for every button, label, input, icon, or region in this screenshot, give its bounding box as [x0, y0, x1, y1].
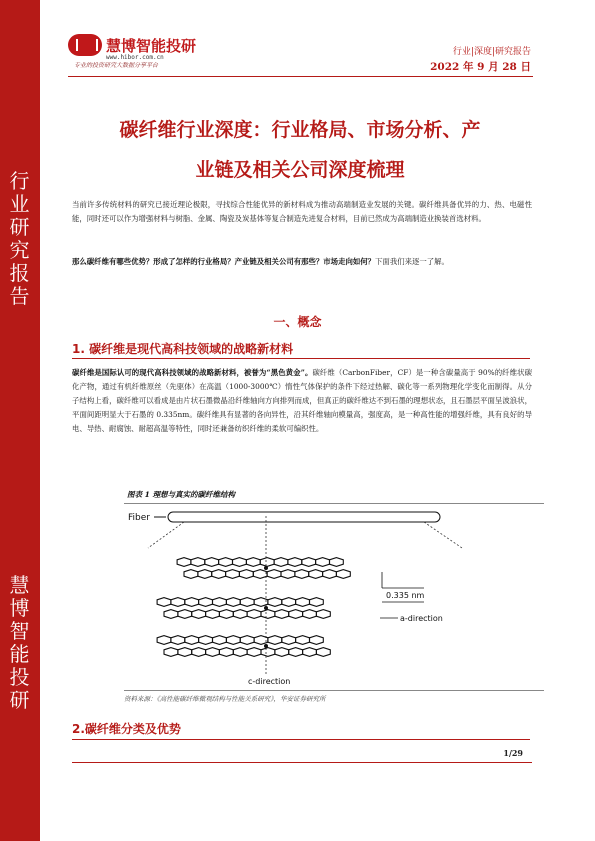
sidebar-brand: [0, 574, 40, 712]
hexagon-cell: [240, 636, 254, 645]
hexagon-cell: [171, 598, 185, 607]
hexagon-cell: [219, 610, 233, 619]
hexagon-cell: [233, 648, 247, 657]
footer-divider: [72, 762, 532, 763]
figure-top-rule: [124, 503, 544, 504]
report-category: 行业|深度|研究报告: [452, 47, 531, 57]
hexagon-cell: [310, 636, 324, 645]
hexagon-cell: [303, 648, 317, 657]
hexagon-cell: [178, 648, 192, 657]
logo-icon: [68, 34, 102, 56]
subsection-title-1: 1. 碳纤维是现代高科技领域的战略新材料: [72, 342, 294, 356]
c-direction-label: c-direction: [248, 677, 291, 686]
intro-question-rest: 下面我们来逐一了解。: [375, 257, 449, 266]
hexagon-cell: [303, 610, 317, 619]
title-line-2: 业链及相关公司深度梳理: [195, 159, 405, 181]
hexagon-cell: [247, 610, 261, 619]
hexagon-cell: [282, 636, 296, 645]
hexagon-cell: [184, 570, 198, 579]
hexagon-cell: [192, 610, 206, 619]
hexagon-cell: [198, 570, 212, 579]
hexagon-cell: [192, 648, 206, 657]
intro-question-paragraph: [72, 255, 532, 269]
hexagon-cell: [164, 610, 178, 619]
hexagon-cell: [310, 598, 324, 607]
hexagon-cell: [191, 558, 205, 567]
hexagon-cell: [213, 598, 227, 607]
sidebar-char: 投: [9, 665, 31, 689]
sidebar: [0, 0, 40, 841]
zoom-line-left: [148, 522, 184, 548]
hexagon-cell: [226, 598, 240, 607]
hexagon-cell: [185, 636, 199, 645]
sidebar-char: 报: [9, 261, 31, 285]
hexagon-cell: [323, 570, 337, 579]
hexagon-cell: [213, 636, 227, 645]
report-date: 2022 年 9 月 28 日: [430, 61, 531, 73]
hexagon-cell: [275, 648, 289, 657]
layer-node: [264, 644, 268, 648]
fiber-rod: [168, 512, 440, 522]
hexagon-cell: [282, 598, 296, 607]
sidebar-char: 慧: [9, 573, 31, 597]
hexagon-cell: [177, 558, 191, 567]
hexagon-cell: [296, 598, 310, 607]
hexagon-cell: [316, 558, 330, 567]
hexagon-cell: [164, 648, 178, 657]
sidebar-char: 行: [9, 169, 31, 193]
hexagon-cell: [253, 570, 267, 579]
hexagon-cell: [316, 610, 330, 619]
hexagon-cell: [206, 610, 220, 619]
sidebar-char: 研: [9, 688, 31, 712]
hexagon-cell: [289, 648, 303, 657]
hexagon-cell: [274, 558, 288, 567]
hexagon-cell: [226, 636, 240, 645]
hexagon-cell: [233, 558, 247, 567]
hexagon-cell: [205, 558, 219, 567]
sidebar-report-type: [0, 170, 40, 308]
figure-caption: 图表 1 理想与真实的碳纤维结构: [127, 490, 235, 499]
hexagon-cell: [275, 610, 289, 619]
report-title: [60, 110, 540, 190]
graphite-layers: [157, 558, 350, 657]
logo-name: 慧博智能投研: [106, 37, 197, 55]
subsection-title-2: 2.碳纤维分类及优势: [72, 722, 181, 736]
hexagon-cell: [157, 636, 171, 645]
concept-bold: 碳纤维是国际认可的现代高科技领域的战略新材料，被誉为“黑色黄金”。: [72, 368, 313, 377]
sidebar-char: 博: [9, 596, 31, 620]
layer-node: [264, 606, 268, 610]
hexagon-cell: [336, 570, 350, 579]
figure-bottom-rule: [124, 690, 544, 691]
hexagon-cell: [212, 570, 226, 579]
hexagon-cell: [316, 648, 330, 657]
hexagon-cell: [247, 648, 261, 657]
section-title-concept: 一、概念: [273, 315, 322, 329]
hexagon-cell: [302, 558, 316, 567]
hexagon-cell: [268, 598, 282, 607]
hexagon-cell: [171, 636, 185, 645]
figure-source: 资料来源：《高性能碳纤维微观结构与性能关系研究》，华安证券研究所: [124, 695, 326, 703]
hexagon-cell: [185, 598, 199, 607]
hexagon-cell: [261, 610, 275, 619]
title-line-1: 碳纤维行业深度：行业格局、市场分析、产: [119, 119, 481, 141]
a-direction-label: a-direction: [400, 614, 443, 623]
sidebar-char: 业: [9, 192, 31, 216]
concept-paragraph: [72, 366, 532, 436]
spacing-label: 0.335 nm: [386, 591, 425, 600]
hexagon-cell: [288, 558, 302, 567]
hexagon-cell: [330, 558, 344, 567]
hexagon-cell: [157, 598, 171, 607]
hexagon-cell: [246, 558, 260, 567]
hexagon-cell: [199, 598, 213, 607]
hexagon-cell: [206, 648, 220, 657]
hexagon-cell: [178, 610, 192, 619]
hexagon-cell: [199, 636, 213, 645]
sidebar-char: 究: [9, 238, 31, 262]
page-number: 1/29: [503, 748, 523, 758]
hexagon-cell: [239, 570, 253, 579]
sidebar-char: 研: [9, 215, 31, 239]
subsection-divider-2: [72, 739, 530, 740]
hexagon-cell: [289, 610, 303, 619]
hexagon-cell: [268, 636, 282, 645]
hexagon-cell: [267, 570, 281, 579]
hexagon-cell: [281, 570, 295, 579]
hexagon-cell: [261, 648, 275, 657]
logo-slogan: 专业的投资研究大数据分享平台: [74, 62, 159, 69]
subsection-divider-1: [72, 358, 530, 359]
header-divider: [68, 76, 533, 77]
hexagon-cell: [219, 558, 233, 567]
intro-question-bold: 那么碳纤维有哪些优势？形成了怎样的行业格局？产业链及相关公司有那些？市场走向如何？: [72, 257, 376, 266]
sidebar-char: 告: [9, 284, 31, 308]
logo-url: www.hibor.com.cn: [106, 54, 164, 61]
intro-paragraph: 当前许多传统材料的研究已接近理论极限，寻找综合性能优异的新材料成为推动高端制造业发展的关键。碳纤维具备优异的力、热、电磁性能，同时还可以作为增强材料与树脂、金属、陶瓷及炭基体等复合制造先进复合材料，目前已然成为高端制造业换装首选材料。: [72, 200, 532, 223]
hexagon-cell: [309, 570, 323, 579]
hexagon-cell: [296, 636, 310, 645]
hexagon-cell: [219, 648, 233, 657]
hexagon-cell: [295, 570, 309, 579]
carbon-fiber-structure-figure: [124, 506, 544, 686]
concept-rest: 碳纤维（CarbonFiber，CF）是一种含碳量高于 90%的纤维状碳化产物，通过有机纤维原丝（先驱体）在高温（1000-3000℃）惰性气体保护的条件下经过热解、碳化等一系列物理化学变化而制得。从分子结构上看，碳纤维可以看成是由片状石墨微晶沿纤维轴向方向排列而成，但真正的碳纤维达不到石墨的理想状态，且石墨层平面呈波浪状，平面间距明显大于石墨的 0.335nm。碳纤维具有显著的各向异性，沿其纤维轴向模量高，强度高，是一种高性能的增强纤维，具有良好的导电、导热、耐腐蚀、耐超高温等特性，同时还兼备纺织纤维的柔软可编织性。: [72, 368, 532, 433]
layer-node: [264, 566, 268, 570]
fiber-label: Fiber: [128, 513, 150, 523]
brand-logo[interactable]: [68, 34, 268, 74]
sidebar-char: 能: [9, 642, 31, 666]
hexagon-cell: [240, 598, 254, 607]
zoom-line-right: [424, 522, 462, 548]
sidebar-char: 智: [9, 619, 31, 643]
hexagon-cell: [233, 610, 247, 619]
hexagon-cell: [226, 570, 240, 579]
hexagon-cell: [260, 558, 274, 567]
